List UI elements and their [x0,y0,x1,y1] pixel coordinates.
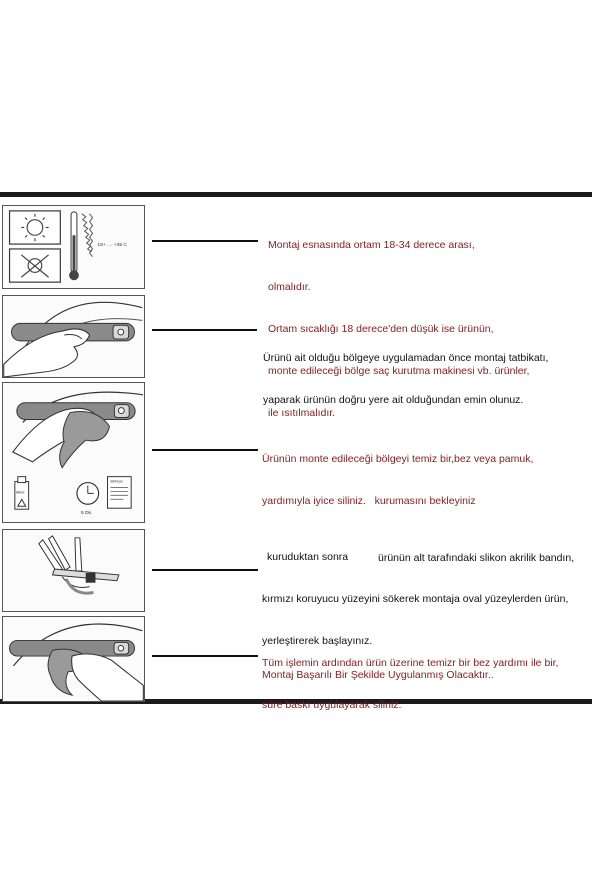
press-panel [2,616,145,702]
step-peel-tape [0,527,592,647]
leader-line [152,449,258,451]
step-clean [0,380,592,527]
clock-icon [77,483,99,517]
thermometer-icon [69,212,92,280]
instruction-sheet [0,192,592,711]
temperature-panel [2,205,145,289]
hand-icon [72,654,144,701]
step-5-text: Tüm işlemin ardından ürün üzerine temizr bir bez yardımı ile bir, süre baskı uygulayarak siliniz. [262,657,559,711]
step-1-text: Montaj esnasında ortam 18-34 derece arası, olmalıdır. Ortam sıcaklığı 18 derece'den düşük ise ürünün, monte edileceği bölge saç kurutma makinesi vb. ürünler, ile ısıtılmalıdır. [268,239,530,419]
peel-tape-panel [2,529,145,612]
svg-text:Birimyel: Birimyel [110,479,123,484]
test-fit-panel [2,295,145,378]
cloth-icon [60,412,110,468]
range-label: 18+ .... +35 C [97,243,127,249]
clean-panel [2,382,145,523]
step-3-text: Ürünün monte edileceği bölgeyi temiz bir,bez veya pamuk, yardımıyla iyice siliniz. kurumasını bekleyiniz [262,453,534,507]
leader-line [152,329,257,331]
fingers-icon [39,536,82,573]
step-4-line-b: ürünün alt tarafındaki slikon akrilik bandın, [378,552,575,564]
step-4-text: kırmızı koruyucu yüzeyini sökerek montaja oval yüzeylerden ürün, yerleştirerek başlayınız. [262,593,569,647]
tape-strip-icon [53,569,119,593]
leader-line [152,240,258,242]
document-icon [108,477,132,509]
leader-line [152,655,258,657]
step-2-text: Ürünü ait olduğu bölgeye uygulamadan önce montaj tatbikatı, yaparak ürünün doğru yere ait olduğundan emin olunuz. [263,352,549,406]
step-4-line-a: kuruduktan sonra [267,551,349,563]
alcohol-bottle-icon [15,477,29,510]
leader-line [152,569,258,571]
final-note: Montaj Başarılı Bir Şekilde Uygulanmış Olacaktır.. [262,669,494,681]
svg-text:Alkol: Alkol [15,489,25,495]
svg-text:5 Dk.: 5 Dk. [80,511,93,517]
step-press [0,614,592,711]
